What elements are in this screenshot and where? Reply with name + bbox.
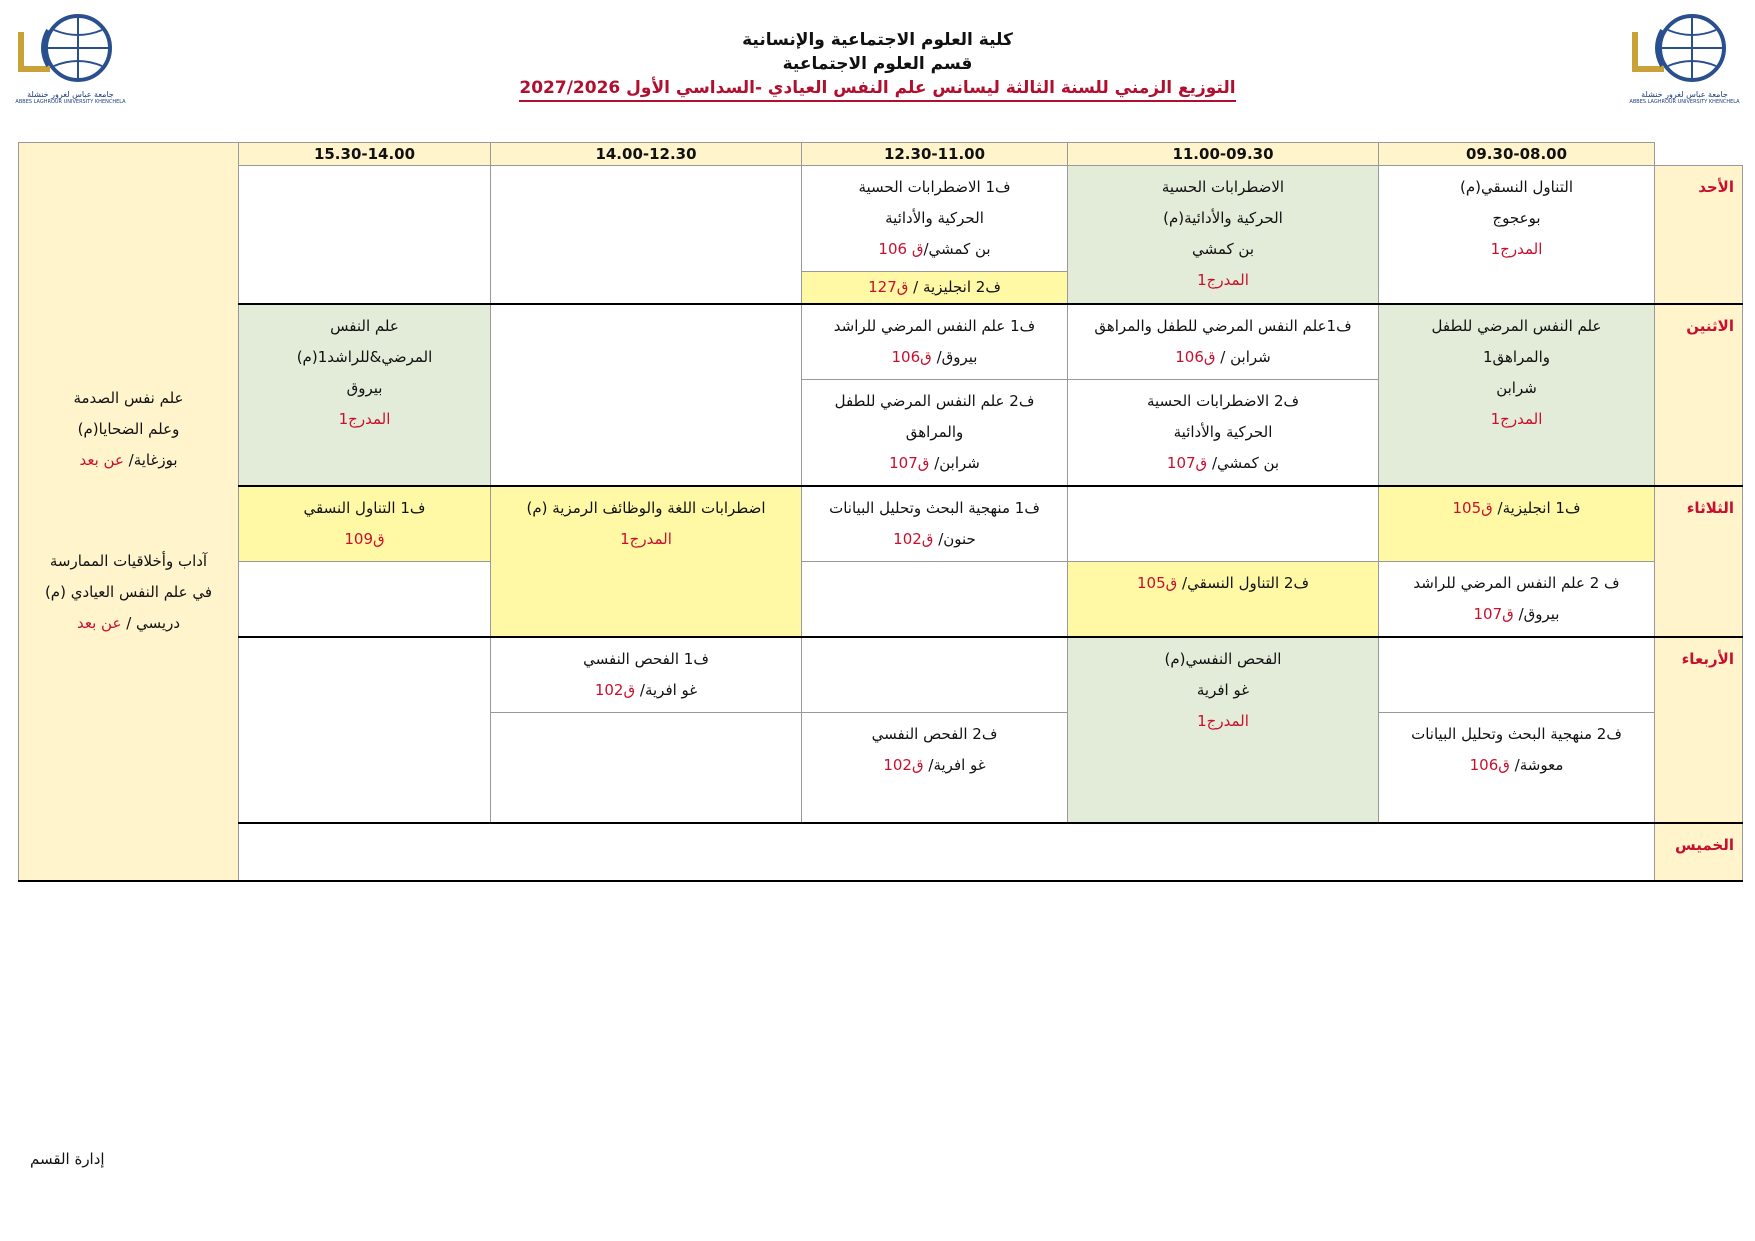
monday-slot-2-group-2: ف2 الاضطرابات الحسية الحركية والأدائية بن كمشي/ ق107 (1068, 380, 1379, 487)
time-header-3: 12.30-11.00 (802, 143, 1068, 166)
wednesday-slot-1-group-2: ف2 منهجية البحث وتحليل البيانات معوشة/ ق106 (1379, 713, 1655, 823)
wednesday-slot-4-group-1: ف1 الفحص النفسي غو افرية/ ق102 (491, 637, 802, 713)
thursday-slots (239, 823, 1655, 881)
time-header-1: 09.30-08.00 (1379, 143, 1655, 166)
sunday-slot-3-group-2: ف2 انجليزية / ق127 (802, 272, 1068, 305)
document-header (0, 28, 1755, 102)
wednesday-slot-3-group-1 (802, 637, 1068, 713)
corner-cell (1655, 143, 1743, 166)
side-courses-panel (19, 143, 239, 881)
schedule-table (18, 142, 1743, 882)
department-name: قسم العلوم الاجتماعية (782, 54, 973, 74)
sunday-slot-5 (239, 166, 491, 305)
monday-slot-3-group-1: ف1 علم النفس المرضي للراشد بيروق/ ق106 (802, 304, 1068, 380)
wednesday-slot-4-group-2 (491, 713, 802, 823)
day-tuesday: الثلاثاء (1655, 486, 1743, 637)
day-thursday: الخميس (1655, 823, 1743, 881)
tuesday-slot-1-group-1: ف1 انجليزية/ ق105 (1379, 486, 1655, 562)
tuesday-slot-3-group-2 (802, 562, 1068, 638)
day-wednesday: الأربعاء (1655, 637, 1743, 823)
sunday-slot-3-group-1: ف1 الاضطرابات الحسية الحركية والأدائية بن كمشي/ق 106 (802, 166, 1068, 272)
logo-caption-arabic: جامعة عباس لغرور خنشلة (1641, 90, 1728, 99)
tuesday-slot-5-group-1: ف1 التناول النسقي ق109 (239, 486, 491, 562)
logo-caption-english: ABBES LAGHROUR UNIVERSITY KHENCHELA (1629, 99, 1740, 105)
logo-caption-arabic: جامعة عباس لغرور خنشلة (27, 90, 114, 99)
wednesday-slot-1-group-1 (1379, 637, 1655, 713)
monday-slot-3-group-2: ف2 علم النفس المرضي للطفل والمراهق شرابن/ ق107 (802, 380, 1068, 487)
time-header-5: 15.30-14.00 (239, 143, 491, 166)
day-sunday: الأحد (1655, 166, 1743, 305)
wednesday-slot-2: الفحص النفسي(م) غو افرية المدرج1 (1068, 637, 1379, 823)
side-course-1: علم نفس الصدمة وعلم الضحايا(م) بوزغاية/ عن بعد (73, 389, 184, 470)
tuesday-slot-4: اضطرابات اللغة والوظائف الرمزية (م) المدرج1 (491, 486, 802, 637)
tuesday-slot-3-group-1: ف1 منهجية البحث وتحليل البيانات حنون/ ق102 (802, 486, 1068, 562)
wednesday-slot-5 (239, 637, 491, 823)
tuesday-slot-2-group-1 (1068, 486, 1379, 562)
wednesday-slot-3-group-2: ف2 الفحص النفسي غو افرية/ ق102 (802, 713, 1068, 823)
time-header-4: 14.00-12.30 (491, 143, 802, 166)
logo-caption-english: ABBES LAGHROUR UNIVERSITY KHENCHELA (15, 99, 126, 105)
monday-slot-5: علم النفس المرضي&للراشد1(م) بيروق المدرج1 (239, 304, 491, 486)
faculty-name: كلية العلوم الاجتماعية والإنسانية (742, 30, 1013, 50)
department-signature: إدارة القسم (30, 1150, 105, 1168)
tuesday-slot-2-group-2: ف2 التناول النسقي/ ق105 (1068, 562, 1379, 638)
monday-slot-4 (491, 304, 802, 486)
monday-slot-1: علم النفس المرضي للطفل والمراهق1 شرابن المدرج1 (1379, 304, 1655, 486)
sunday-slot-1: التناول النسقي(م) بوعجوج المدرج1 (1379, 166, 1655, 305)
time-header-2: 11.00-09.30 (1068, 143, 1379, 166)
schedule-title: التوزيع الزمني للسنة الثالثة ليسانس علم النفس العيادي -السداسي الأول 2027/2026 (519, 76, 1235, 102)
tuesday-slot-1-group-2: ف 2 علم النفس المرضي للراشد بيروق/ ق107 (1379, 562, 1655, 638)
monday-slot-2-group-1: ف1علم النفس المرضي للطفل والمراهق شرابن / ق106 (1068, 304, 1379, 380)
sunday-slot-2: الاضطرابات الحسية الحركية والأدائية(م) بن كمشي المدرج1 (1068, 166, 1379, 305)
tuesday-slot-5-group-2 (239, 562, 491, 638)
side-course-2: آداب وأخلاقيات الممارسة في علم النفس العيادي (م) دريسي / عن بعد (44, 552, 213, 633)
sunday-slot-4 (491, 166, 802, 305)
day-monday: الاثنين (1655, 304, 1743, 486)
